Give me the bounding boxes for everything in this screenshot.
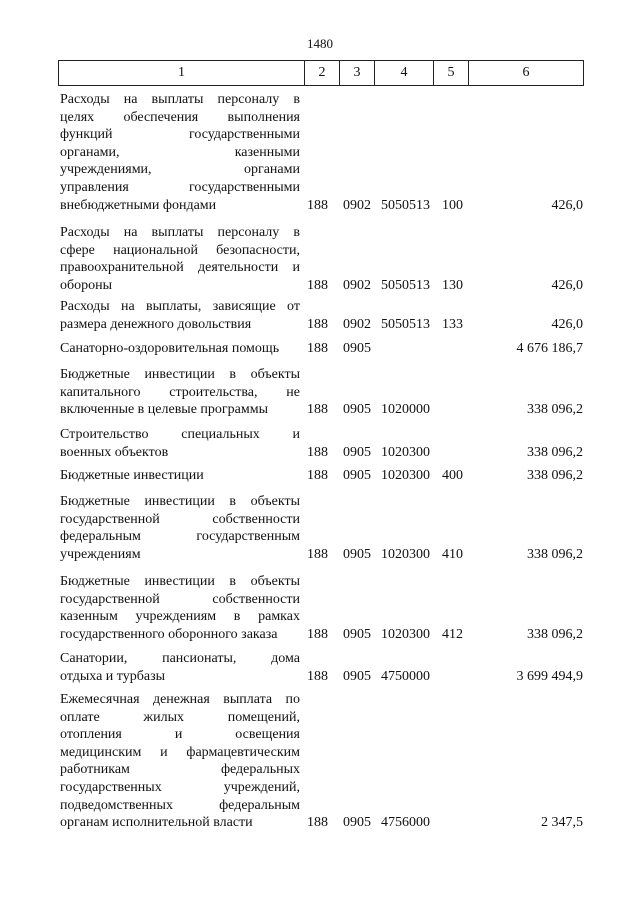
description-line: военных объектов — [60, 444, 169, 460]
admin-code: 188 — [307, 444, 328, 460]
description-line: казенным учреждениям в рамках — [60, 609, 300, 625]
table-row — [0, 224, 640, 294]
description-line: размера денежного довольствия — [60, 316, 252, 332]
description-line: Санаторно-оздоровительная помощь — [60, 341, 280, 356]
description-line: функций государственными — [60, 127, 300, 143]
table-row — [0, 691, 640, 832]
admin-code: 188 — [307, 277, 328, 293]
table-row — [0, 573, 640, 643]
row-description — [60, 340, 300, 358]
row-description — [60, 650, 300, 685]
table-row — [0, 340, 640, 358]
row-description — [60, 366, 300, 419]
table-row — [0, 298, 640, 333]
page-number: 1480 — [307, 36, 333, 51]
description-line: учреждениям — [60, 546, 141, 562]
target-article-code: 1020300 — [381, 468, 430, 483]
description-line: Расходы на выплаты, зависящие от — [60, 299, 300, 314]
admin-code: 188 — [307, 316, 328, 332]
expense-type-code: 400 — [442, 468, 463, 483]
section-code: 0905 — [343, 468, 371, 483]
row-description — [60, 298, 300, 333]
description-line: целях обеспечения выполнения — [60, 109, 300, 125]
description-line: государственной собственности — [60, 591, 300, 607]
column-header-row — [59, 61, 584, 86]
section-code: 0902 — [343, 316, 371, 332]
description-line: отопления и освещения — [60, 727, 300, 743]
section-code: 0902 — [343, 197, 371, 213]
section-code: 0905 — [343, 341, 371, 356]
admin-code: 188 — [307, 197, 328, 213]
target-article-code: 5050513 — [381, 197, 430, 213]
expense-type-code: 410 — [442, 546, 463, 562]
expense-type-code: 130 — [442, 277, 463, 293]
description-line: учреждениями, органами — [60, 162, 300, 178]
amount: 338 096,2 — [527, 444, 583, 460]
description-line: Ежемесячная денежная выплата по — [60, 692, 300, 707]
amount: 338 096,2 — [527, 468, 583, 483]
description-line: капитального строительства, не — [60, 384, 300, 400]
admin-code: 188 — [307, 341, 328, 356]
description-line: государственной собственности — [60, 511, 300, 527]
description-line: Бюджетные инвестиции в объекты — [60, 574, 300, 589]
description-line: внебюджетными фондами — [60, 197, 217, 213]
description-line: Санатории, пансионаты, дома — [60, 651, 300, 666]
expense-type-code: 412 — [442, 626, 463, 642]
amount: 426,0 — [551, 197, 583, 213]
column-header-table — [58, 60, 584, 86]
description-line: сфере национальной безопасности, — [60, 242, 300, 258]
amount: 426,0 — [551, 277, 583, 293]
table-row — [0, 467, 640, 485]
target-article-code: 1020000 — [381, 402, 430, 418]
section-code: 0905 — [343, 546, 371, 562]
amount: 338 096,2 — [527, 626, 583, 642]
target-article-code: 4750000 — [381, 668, 430, 684]
column-header-3: 3 — [340, 61, 375, 86]
description-line: Расходы на выплаты персоналу в — [60, 92, 300, 107]
section-code: 0905 — [343, 402, 371, 418]
section-code: 0905 — [343, 626, 371, 642]
section-code: 0905 — [343, 444, 371, 460]
section-code: 0902 — [343, 277, 371, 293]
target-article-code: 4756000 — [381, 815, 430, 831]
row-description — [60, 426, 300, 461]
column-header-2: 2 — [305, 61, 340, 86]
expense-type-code: 133 — [442, 316, 463, 332]
description-line: работникам федеральных — [60, 762, 300, 778]
description-line: Бюджетные инвестиции в объекты — [60, 494, 300, 509]
description-line: государственного оборонного заказа — [60, 626, 278, 642]
table-row — [0, 493, 640, 563]
row-description — [60, 493, 300, 563]
description-line: Бюджетные инвестиции в объекты — [60, 367, 300, 382]
target-article-code: 1020300 — [381, 444, 430, 460]
section-code: 0905 — [343, 668, 371, 684]
description-line: органам исполнительной власти — [60, 815, 253, 831]
amount: 3 699 494,9 — [516, 668, 583, 684]
row-description — [60, 467, 300, 485]
description-line: Строительство специальных и — [60, 427, 300, 442]
description-line: управления государственными — [60, 179, 300, 195]
row-description — [60, 691, 300, 832]
target-article-code: 5050513 — [381, 316, 430, 332]
description-line: подведомственных федеральным — [60, 797, 300, 813]
admin-code: 188 — [307, 468, 328, 483]
description-line: включенные в целевые программы — [60, 402, 269, 418]
expense-type-code: 100 — [442, 197, 463, 213]
table-row — [0, 366, 640, 419]
amount: 426,0 — [551, 316, 583, 332]
column-header-6: 6 — [469, 61, 584, 86]
section-code: 0905 — [343, 815, 371, 831]
description-line: правоохранительной деятельности и — [60, 260, 300, 276]
description-line: федеральным государственным — [60, 529, 300, 545]
admin-code: 188 — [307, 668, 328, 684]
description-line: органами, казенными — [60, 144, 300, 160]
target-article-code: 1020300 — [381, 626, 430, 642]
target-article-code: 5050513 — [381, 277, 430, 293]
table-row — [0, 650, 640, 685]
admin-code: 188 — [307, 402, 328, 418]
target-article-code: 1020300 — [381, 546, 430, 562]
description-line: государственных учреждений, — [60, 779, 300, 795]
row-description — [60, 91, 300, 214]
admin-code: 188 — [307, 815, 328, 831]
amount: 338 096,2 — [527, 402, 583, 418]
amount: 2 347,5 — [541, 815, 583, 831]
amount: 4 676 186,7 — [516, 341, 583, 356]
admin-code: 188 — [307, 546, 328, 562]
column-header-5: 5 — [434, 61, 469, 86]
admin-code: 188 — [307, 626, 328, 642]
column-header-4: 4 — [375, 61, 434, 86]
description-line: медицинским и фармацевтическим — [60, 744, 300, 760]
description-line: Бюджетные инвестиции — [60, 468, 204, 483]
row-description — [60, 573, 300, 643]
column-header-1: 1 — [59, 61, 305, 86]
row-description — [60, 224, 300, 294]
description-line: обороны — [60, 277, 113, 293]
description-line: Расходы на выплаты персоналу в — [60, 225, 300, 240]
amount: 338 096,2 — [527, 546, 583, 562]
description-line: отдыха и турбазы — [60, 668, 166, 684]
table-row — [0, 426, 640, 461]
table-row — [0, 91, 640, 214]
description-line: оплате жилых помещений, — [60, 709, 300, 725]
